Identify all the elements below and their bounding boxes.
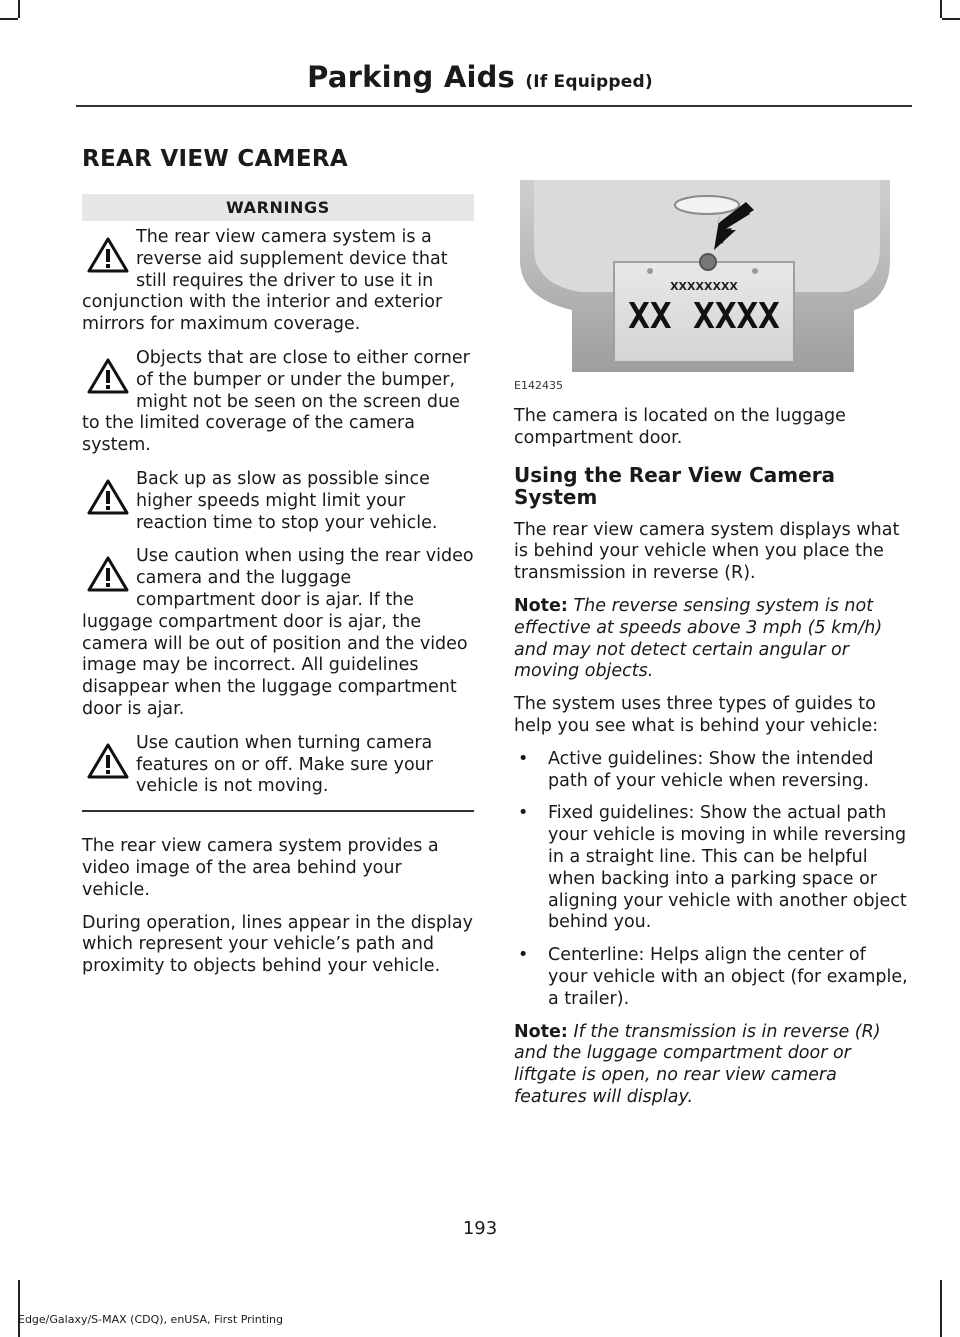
warning-triangle-icon [82,477,134,517]
footer-text: Edge/Galaxy/S-MAX (CDQ), enUSA, First Printing [18,1313,284,1326]
page-header [0,60,960,94]
warning-text: Objects that are close to either corner of the bumper or under the bumper, might not be seen on the screen due to the limited coverage of the camera system. [82,347,470,456]
note-text: If the transmission is in reverse (R) and the luggage compartment door or liftgate is open, no rear view camera features will display. [514,1021,881,1107]
crop-mark-top-left-h [0,18,18,20]
note-2 [514,1022,910,1109]
list-item-text: Centerline: Helps align the center of your vehicle with an object (for example, a trailer). [548,945,908,1009]
warning-item [82,469,474,534]
guides-intro: The system uses three types of guides to help you see what is behind your vehicle: [514,694,879,736]
note-label: Note: [514,1021,568,1042]
crop-mark-top-left [18,0,20,18]
crop-mark-bottom-left [18,1280,20,1337]
plate-large-text: XX XXXX [628,296,780,337]
list-item [514,803,910,934]
list-item-text: Active guidelines: Show the intended path of your vehicle when reversing. [548,748,874,791]
bullet: • [518,748,529,769]
warning-text: Use caution when using the rear video camera and the luggage compartment door is ajar. If the luggage compartment door is ajar, the camera will be out of position and the video image may be incorrect. All guidelines disappear when the luggage compartment door is ajar. [82,546,474,719]
note-1 [514,596,910,683]
header-title: Parking Aids [307,60,516,94]
note-label: Note: [514,595,568,616]
subsection-title: Using the Rear View Camera System [514,462,836,509]
body-paragraph: During operation, lines appear in the display which represent your vehicle’s path and proximity to objects behind your vehicle. [82,912,473,977]
left-column [82,146,474,989]
bullet: • [518,945,529,966]
warning-triangle-icon [82,235,134,275]
crop-mark-top-right-h [942,18,960,20]
warning-text: The rear view camera system is a reverse aid supplement device that still requires the driver to use it in conjunction with the interior and exterior mirrors for maximum coverage. [82,227,448,335]
camera-icon [700,254,716,270]
license-plate-illustration [514,180,910,372]
warning-triangle-icon [82,356,134,396]
right-column [514,180,910,1120]
note-text: The reverse sensing system is not effective at speeds above 3 mph (5 km/h) and may not detect certain angular or moving objects. [514,595,883,682]
plate-small-text: XXXXXXXX [670,280,738,293]
crop-mark-top-right [940,0,942,18]
header-subtitle: (If Equipped) [525,72,653,92]
camera-location-figure [514,180,910,392]
header-rule [76,105,912,107]
body-paragraph: The rear view camera system provides a video image of the area behind your vehicle. [82,836,439,900]
warnings-label: WARNINGS [82,194,474,221]
list-item [514,749,910,793]
list-item-text: Fixed guidelines: Show the actual path your vehicle is moving in while reversing in a straight line. This can be helpful when backing into a parking space or aligning your vehicle with another object behind you. [548,803,907,933]
warnings-end-rule [82,810,474,812]
location-text: The camera is located on the luggage compartment door. [514,406,846,448]
intro-paragraph: The rear view camera system displays what is behind your vehicle when you place the transmission in reverse (R). [514,519,900,584]
warning-item [82,227,474,336]
warning-triangle-icon [82,554,134,594]
page-number: 193 [462,1218,498,1239]
warning-item [82,546,474,720]
warning-text: Use caution when turning camera features on or off. Make sure your vehicle is not moving. [136,732,433,797]
list-item [514,945,910,1010]
warning-item [82,348,474,457]
section-title: REAR VIEW CAMERA [82,146,348,172]
crop-mark-bottom-right [940,1280,942,1337]
guides-list [514,749,910,1011]
warning-triangle-icon [82,741,134,781]
warning-item [82,733,474,798]
figure-label: E142435 [514,379,563,392]
bullet: • [518,803,529,824]
warning-text: Back up as slow as possible since higher speeds might limit your reaction time to stop your vehicle. [136,468,438,533]
